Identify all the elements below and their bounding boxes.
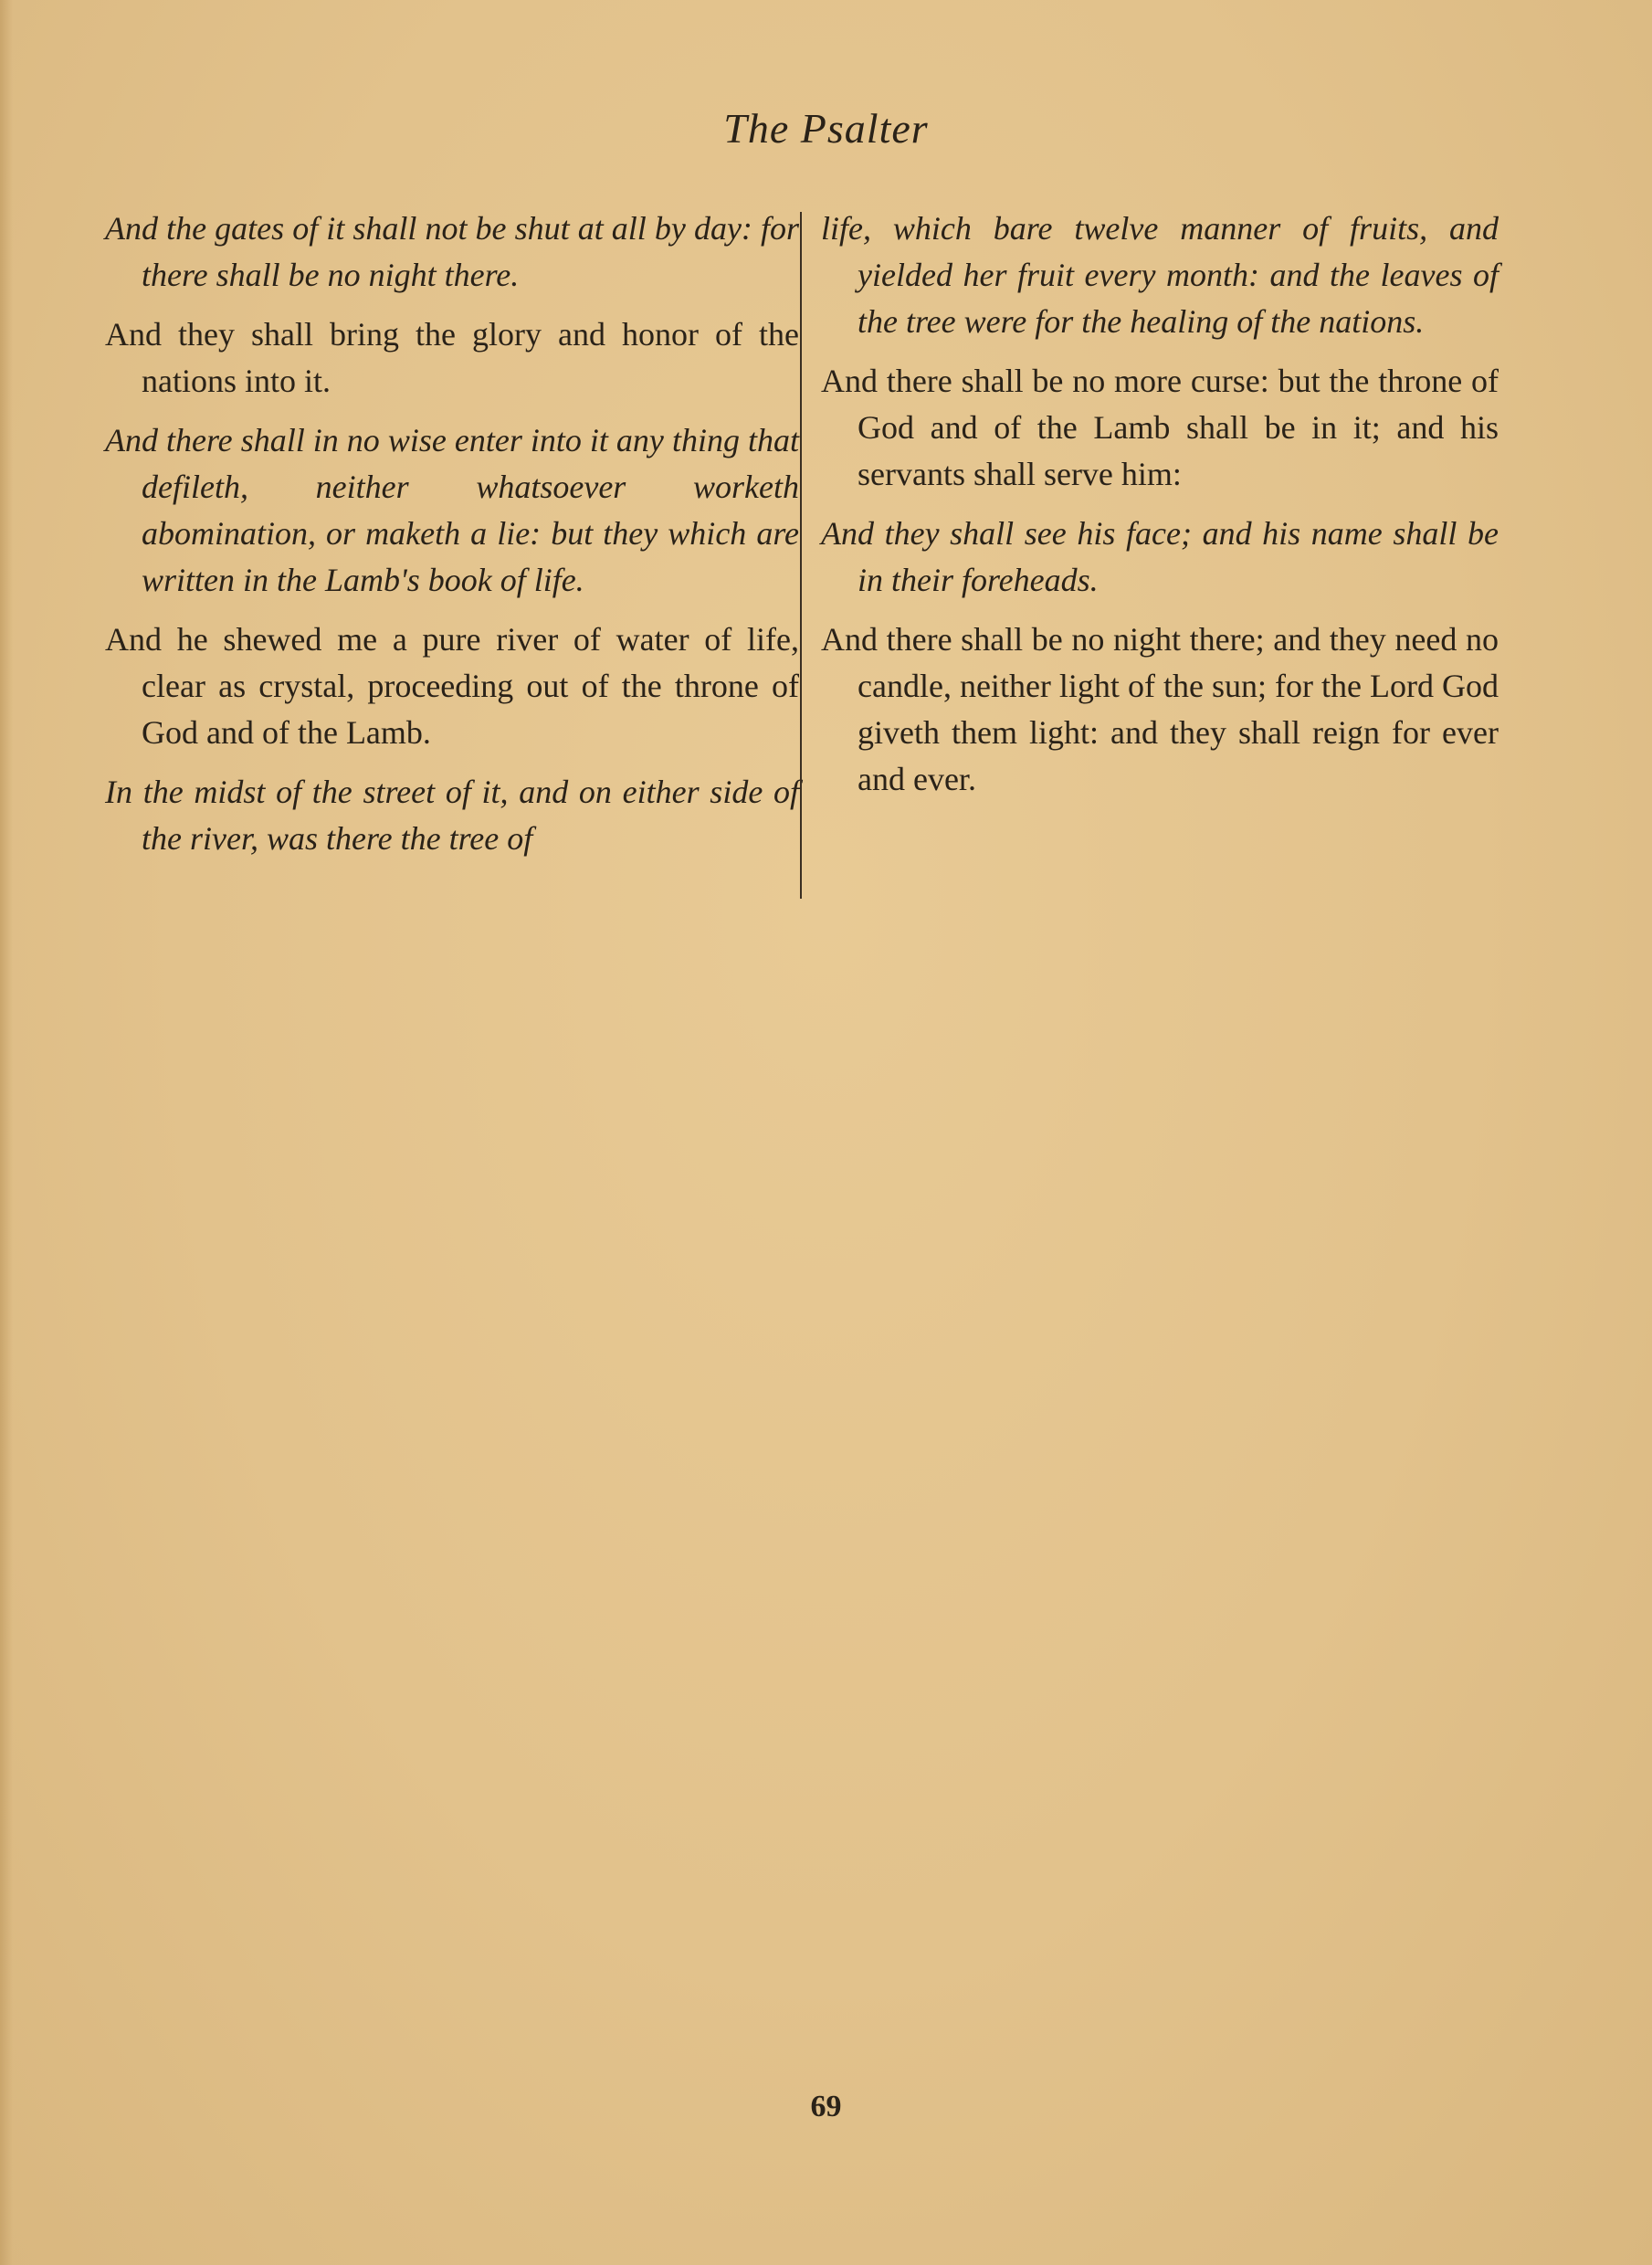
right-column (821, 205, 1499, 816)
verse: And he shewed me a pure river of water of life, clear as crystal, proceeding out of the throne of God and of the Lamb. (105, 621, 799, 751)
verse: And they shall see his face; and his name shall be in their foreheads. (821, 515, 1499, 598)
column-divider (800, 212, 802, 899)
verse: And there shall in no wise enter into it any thing that defileth, neither whatsoever worketh abomination, or maketh a lie: but they which are written in the Lamb's book of life. (105, 422, 799, 598)
verse: And there shall be no more curse: but the throne of God and of the Lamb shall be in it; and his servants shall serve him: (821, 363, 1499, 492)
page-edge-shadow (0, 0, 13, 2265)
verse: And the gates of it shall not be shut at all by day: for there shall be no night there. (105, 210, 799, 293)
verse: In the midst of the street of it, and on either side of the river, was there the tree of (105, 774, 799, 857)
running-title: The Psalter (723, 105, 929, 152)
verse: life, which bare twelve manner of fruits, and yielded her fruit every month: and the leaves of the tree were for the healing of the nations. (821, 210, 1499, 340)
verse: And they shall bring the glory and honor of the nations into it. (105, 316, 799, 399)
left-column (105, 205, 799, 875)
page-number: 69 (810, 2090, 842, 2123)
verse: And there shall be no night there; and they need no candle, neither light of the sun; for the Lord God giveth them light: and they shall reign for ever and ever. (821, 621, 1499, 797)
